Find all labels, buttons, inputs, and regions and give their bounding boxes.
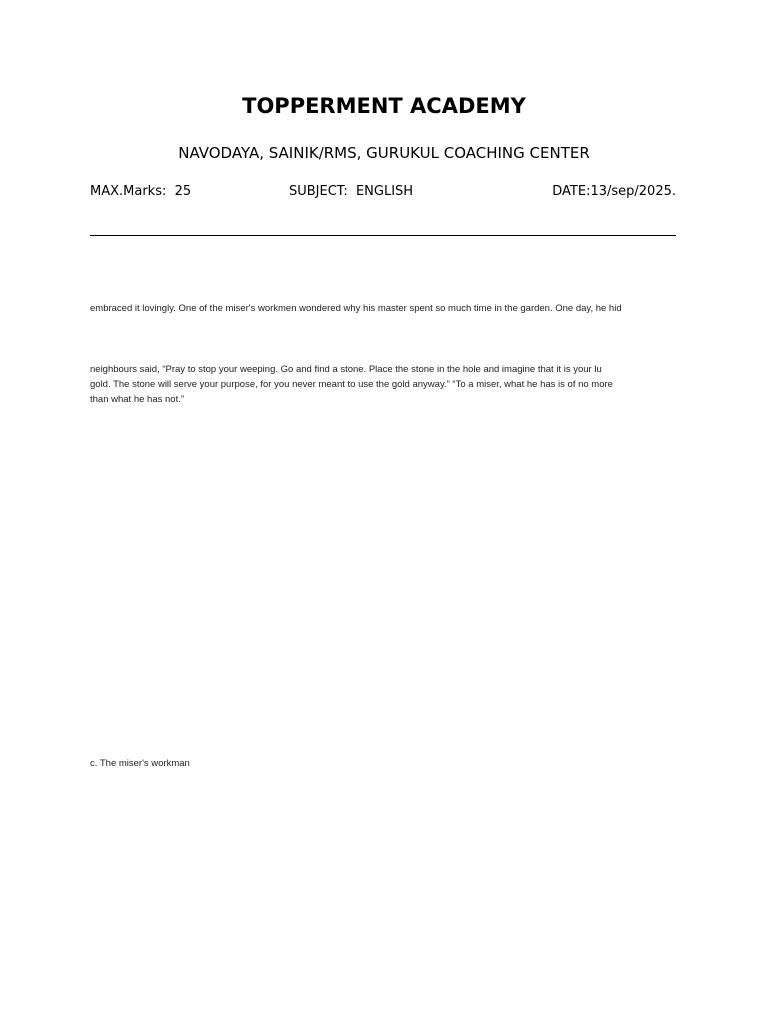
- passage-paragraph-2: [90, 362, 680, 407]
- exam-meta-row: [90, 184, 676, 204]
- academy-title: TOPPERMENT ACADEMY: [242, 94, 526, 118]
- academy-subtitle: NAVODAYA, SAINIK/RMS, GURUKUL COACHING CENTER: [178, 144, 590, 162]
- passage-line: neighbours said, “Pray to stop your weeping. Go and find a stone. Place the stone in the hole and imagine that it is your lu: [90, 364, 602, 375]
- header-divider: [90, 235, 676, 236]
- question-c: c. The miser's workman: [90, 758, 190, 769]
- passage-line: gold. The stone will serve your purpose, for you never meant to use the gold anyway.” “To a miser, what he has is of no more: [90, 379, 613, 390]
- subject: SUBJECT: ENGLISH: [289, 184, 414, 199]
- exam-date: DATE:13/sep/2025.: [552, 184, 676, 199]
- passage-line: than what he has not.”: [90, 394, 185, 405]
- passage-line: embraced it lovingly. One of the miser's workmen wondered why his master spent so much time in the garden. One day, he hid: [90, 303, 622, 314]
- passage-paragraph-1: [90, 301, 680, 316]
- max-marks: MAX.Marks: 25: [90, 184, 192, 199]
